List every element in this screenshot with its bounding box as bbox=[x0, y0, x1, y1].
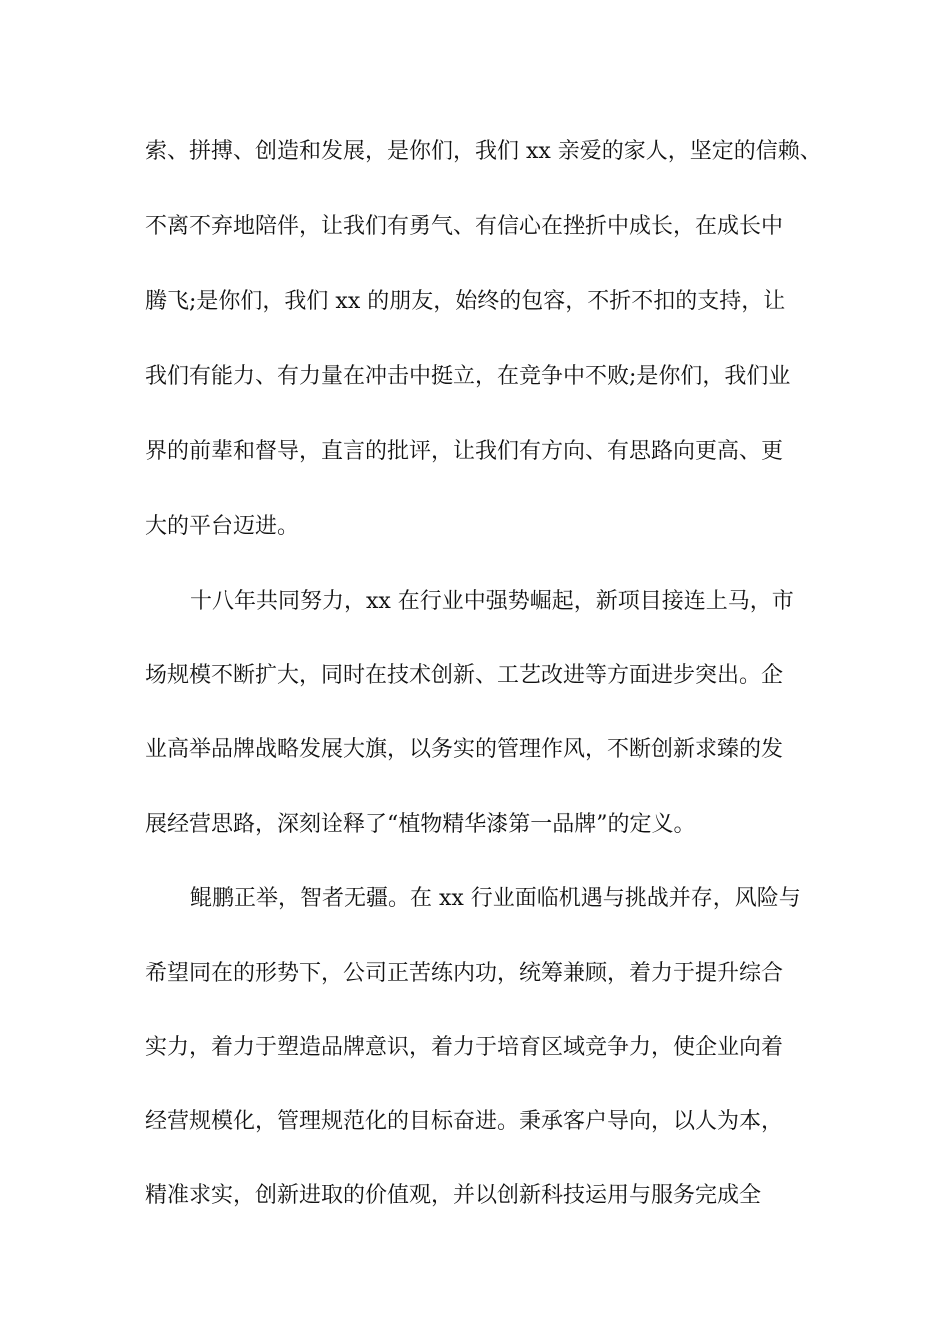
text-line: 经营规模化，管理规范化的目标奋进。秉承客户导向，以人为本， bbox=[145, 1109, 784, 1134]
text-line: 不离不弃地陪伴，让我们有勇气、有信心在挫折中成长，在成长中 bbox=[145, 214, 784, 239]
paragraph-start-line: 十八年共同努力，xx 在行业中强势崛起，新项目接连上马，市 bbox=[190, 589, 794, 614]
text-line: 希望同在的形势下，公司正苦练内功，统筹兼顾，着力于提升综合 bbox=[145, 961, 784, 986]
text-line: 实力，着力于塑造品牌意识，着力于培育区域竞争力，使企业向着 bbox=[145, 1035, 784, 1060]
text-line: 界的前辈和督导，直言的批评，让我们有方向、有思路向更高、更 bbox=[145, 439, 784, 464]
text-line: 业高举品牌战略发展大旗，以务实的管理作风，不断创新求臻的发 bbox=[145, 737, 784, 762]
paragraph-start-line: 鲲鹏正举，智者无疆。在 xx 行业面临机遇与挑战并存，风险与 bbox=[190, 886, 801, 911]
text-line: 索、拼搏、创造和发展，是你们，我们 xx 亲爱的家人，坚定的信赖、 bbox=[145, 139, 822, 164]
text-line: 场规模不断扩大，同时在技术创新、工艺改进等方面进步突出。企 bbox=[145, 663, 784, 688]
text-line: 精准求实，创新进取的价值观，并以创新科技运用与服务完成全 bbox=[145, 1183, 762, 1208]
text-line: 腾飞;是你们，我们 xx 的朋友，始终的包容，不折不扣的支持，让 bbox=[145, 289, 786, 314]
text-line: 我们有能力、有力量在冲击中挺立，在竞争中不败;是你们，我们业 bbox=[145, 364, 791, 389]
text-line: 展经营思路，深刻诠释了“植物精华漆第一品牌”的定义。 bbox=[145, 812, 696, 837]
text-line: 大的平台迈进。 bbox=[145, 514, 300, 539]
